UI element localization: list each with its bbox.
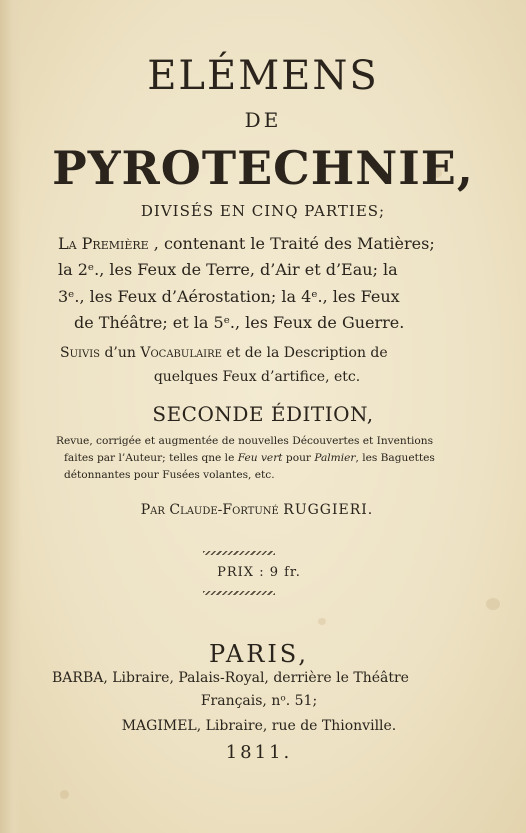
contents-text: , contenant le Traité des Matières; xyxy=(153,234,435,253)
price-line: PRIX : 9 fr. xyxy=(217,565,301,580)
revision-palmier: Palmier xyxy=(314,452,356,464)
revision-feu-vert: Feu vert xyxy=(237,452,283,464)
revision-text-a: faites par l’Auteur; telles qne le xyxy=(64,452,235,464)
revision-line-2 xyxy=(64,451,435,465)
contents-line-4: de Théâtre; et la 5ᵉ., les Feux de Guerre. xyxy=(74,313,405,332)
revision-line-3: détonnantes pour Fusées volantes, etc. xyxy=(64,469,275,481)
revision-line-1: Revue, corrigée et augmentée de nouvelles Découvertes et Inventions xyxy=(56,435,434,447)
imprint-city: PARIS, xyxy=(208,640,310,668)
imprint-line-2: Français, nᵒ. 51; xyxy=(200,693,318,709)
edition-heading: SECONDE ÉDITION, xyxy=(152,402,374,426)
title-de: DE xyxy=(244,108,282,132)
author-prefix: Par Claude-Fortuné xyxy=(140,502,279,518)
title-elemens: ELÉMENS xyxy=(147,53,379,99)
imprint-line-1: BARBA, Libraire, Palais-Royal, derrière le Théâtre xyxy=(52,670,409,686)
foxing-spot xyxy=(318,618,326,625)
revision-text-b: pour xyxy=(285,452,311,464)
author-surname: RUGGIERI. xyxy=(283,502,374,518)
suivis-line-1 xyxy=(60,344,388,362)
contents-line-3: 3ᵉ., les Feux d’Aérostation; la 4ᵉ., les Feux xyxy=(58,287,400,306)
subtitle-divises: DIVISÉS EN CINQ PARTIES; xyxy=(140,202,386,220)
suivis-text: d’un xyxy=(104,345,136,361)
author-line xyxy=(0,500,520,520)
ornament-rule-bottom xyxy=(203,591,275,595)
imprint-line-3: MAGIMEL, Libraire, rue de Thionville. xyxy=(121,718,397,734)
suivis-line-2: quelques Feux d’artifice, etc. xyxy=(153,369,361,385)
imprint-year: 1811. xyxy=(225,742,293,763)
foxing-spot xyxy=(60,790,69,799)
contents-lead: La Première xyxy=(58,234,149,253)
foxing-spot xyxy=(486,598,500,610)
revision-text-c: , les Baguettes xyxy=(355,452,435,464)
contents-line-2: la 2ᵉ., les Feux de Terre, d’Air et d’Eau; la xyxy=(58,260,398,279)
vocabulaire-word: Vocabulaire xyxy=(140,345,222,361)
title-pyrotechnie: PYROTECHNIE, xyxy=(52,141,474,195)
contents-line-1 xyxy=(58,234,435,254)
suivis-lead: Suivis xyxy=(60,345,100,361)
ornament-rule-top xyxy=(203,551,275,555)
suivis-rest: et de la Description de xyxy=(226,345,388,361)
